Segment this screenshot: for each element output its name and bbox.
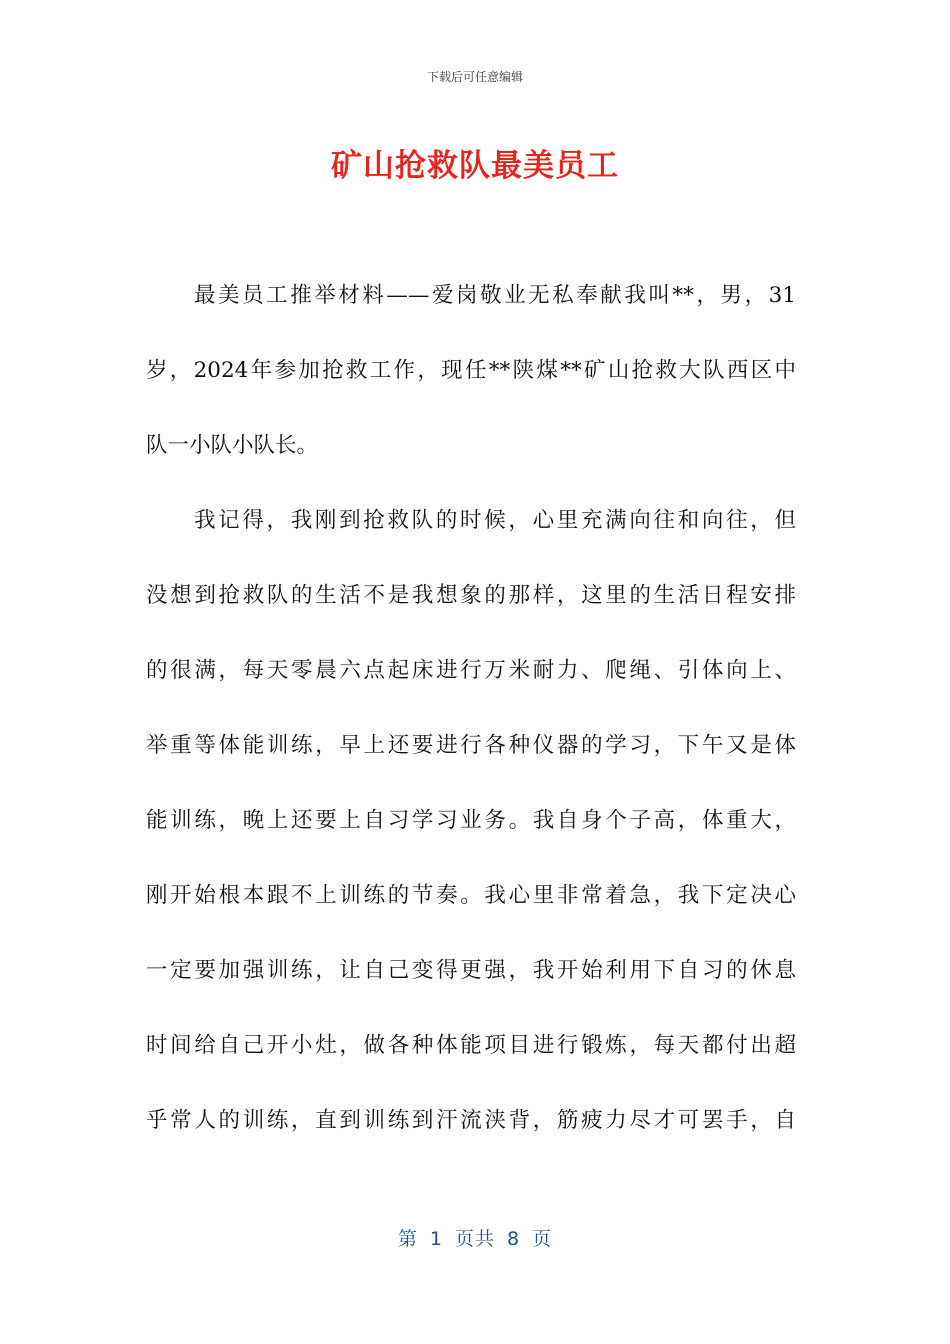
footer-mid: 页共: [454, 1228, 495, 1250]
page-footer: [0, 1224, 950, 1251]
body-line-11: 时间给自己开小灶，做各种体能项目进行锻炼，每天都付出超: [146, 1033, 796, 1058]
body-line-5: 没想到抢救队的生活不是我想象的那样，这里的生活日程安排: [146, 583, 796, 608]
body-line-6: 的很满，每天零晨六点起床进行万米耐力、爬绳、引体向上、: [146, 658, 796, 683]
body-line-1: 最美员工推举材料——爱岗敬业无私奉献我叫**，男，31: [194, 283, 796, 308]
body-line-4: 我记得，我刚到抢救队的时候，心里充满向往和向往，但: [194, 508, 796, 533]
body-line-12: 乎常人的训练，直到训练到汗流浃背，筋疲力尽才可罢手，自: [146, 1108, 796, 1133]
footer-page-number: 1: [429, 1228, 443, 1250]
body-line-9: 刚开始根本跟不上训练的节奏。我心里非常着急，我下定决心: [146, 883, 796, 908]
footer-total-pages: 8: [507, 1228, 521, 1250]
body-line-3: 队一小队小队长。: [146, 433, 319, 458]
body-line-2: 岁，2024年参加抢救工作，现任**陕煤**矿山抢救大队西区中: [146, 358, 796, 383]
document-title: 矿山抢救队最美员工: [331, 148, 619, 184]
body-line-10: 一定要加强训练，让自己变得更强，我开始利用下自习的休息: [146, 958, 796, 983]
footer-prefix: 第: [397, 1228, 418, 1250]
body-line-7: 举重等体能训练，早上还要进行各种仪器的学习，下午又是体: [146, 733, 796, 758]
header-note: 下载后可任意编辑: [426, 70, 523, 84]
footer-suffix: 页: [532, 1228, 553, 1250]
document-body: [146, 270, 796, 1170]
body-line-8: 能训练，晚上还要上自习学习业务。我自身个子高，体重大，: [146, 808, 796, 833]
